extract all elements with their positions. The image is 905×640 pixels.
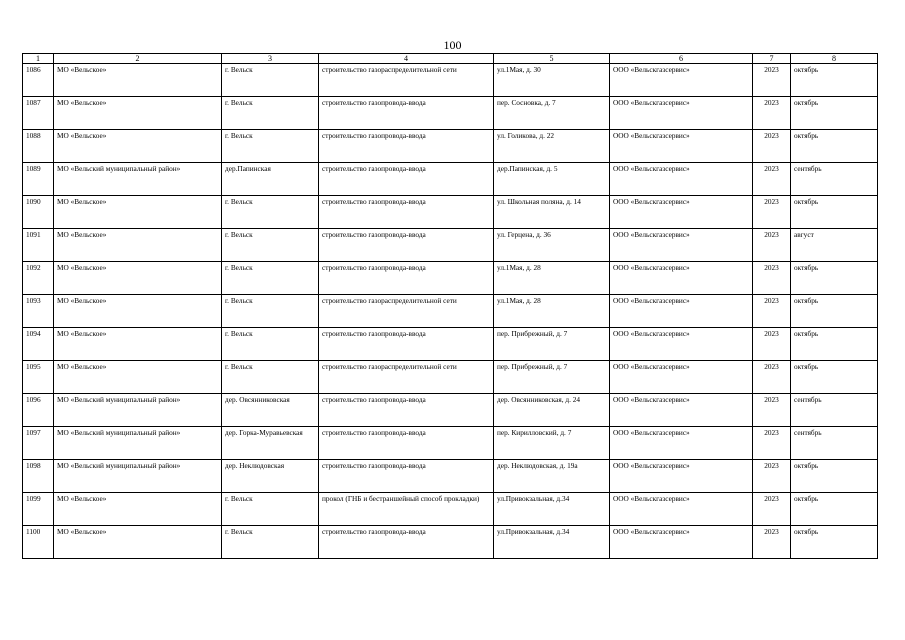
contractor-cell: ООО «Вельскгазсервис» (610, 427, 753, 460)
contractor-cell: ООО «Вельскгазсервис» (610, 460, 753, 493)
work-type-cell: строительство газопровода-ввода (319, 196, 494, 229)
contractor-cell: ООО «Вельскгазсервис» (610, 394, 753, 427)
month-cell: сентябрь (791, 163, 878, 196)
year-cell: 2023 (753, 361, 791, 394)
contractor-cell: ООО «Вельскгазсервис» (610, 328, 753, 361)
work-type-cell: строительство газопровода-ввода (319, 163, 494, 196)
municipality-cell: МО «Вельское» (54, 493, 222, 526)
year-cell: 2023 (753, 328, 791, 361)
municipality-cell: МО «Вельский муниципальный район» (54, 427, 222, 460)
address-cell: пер. Прибрежный, д. 7 (494, 361, 610, 394)
contractor-cell: ООО «Вельскгазсервис» (610, 196, 753, 229)
municipality-cell: МО «Вельское» (54, 361, 222, 394)
year-cell: 2023 (753, 262, 791, 295)
month-cell: октябрь (791, 328, 878, 361)
table-row (23, 196, 878, 229)
year-cell: 2023 (753, 493, 791, 526)
address-cell: ул.Привокзальная, д.34 (494, 526, 610, 559)
column-header: 4 (319, 54, 494, 64)
row-number-cell: 1090 (23, 196, 54, 229)
settlement-cell: г. Вельск (222, 229, 319, 262)
year-cell: 2023 (753, 427, 791, 460)
contractor-cell: ООО «Вельскгазсервис» (610, 295, 753, 328)
municipality-cell: МО «Вельское» (54, 295, 222, 328)
work-type-cell: строительство газопровода-ввода (319, 229, 494, 262)
row-number-cell: 1087 (23, 97, 54, 130)
settlement-cell: г. Вельск (222, 97, 319, 130)
settlement-cell: дер.Папинская (222, 163, 319, 196)
row-number-cell: 1093 (23, 295, 54, 328)
address-cell: ул.1Мая, д. 30 (494, 64, 610, 97)
row-number-cell: 1089 (23, 163, 54, 196)
address-cell: пер. Кирилловский, д. 7 (494, 427, 610, 460)
settlement-cell: г. Вельск (222, 64, 319, 97)
month-cell: октябрь (791, 262, 878, 295)
table-header (23, 54, 878, 64)
municipality-cell: МО «Вельское» (54, 196, 222, 229)
year-cell: 2023 (753, 163, 791, 196)
year-cell: 2023 (753, 229, 791, 262)
column-number-row (23, 54, 878, 64)
address-cell: ул. Герцена, д. 36 (494, 229, 610, 262)
address-cell: ул.Привокзальная, д.34 (494, 493, 610, 526)
table-row (23, 64, 878, 97)
row-number-cell: 1096 (23, 394, 54, 427)
year-cell: 2023 (753, 526, 791, 559)
month-cell: октябрь (791, 64, 878, 97)
address-cell: пер. Сосновка, д. 7 (494, 97, 610, 130)
row-number-cell: 1088 (23, 130, 54, 163)
row-number-cell: 1095 (23, 361, 54, 394)
month-cell: октябрь (791, 295, 878, 328)
column-header: 8 (791, 54, 878, 64)
year-cell: 2023 (753, 64, 791, 97)
address-cell: ул. Голикова, д. 22 (494, 130, 610, 163)
page-number: 100 (443, 38, 462, 52)
contractor-cell: ООО «Вельскгазсервис» (610, 229, 753, 262)
work-type-cell: строительство газопровода-ввода (319, 130, 494, 163)
month-cell: октябрь (791, 361, 878, 394)
address-cell: дер.Папинская, д. 5 (494, 163, 610, 196)
work-type-cell: строительство газопровода-ввода (319, 262, 494, 295)
year-cell: 2023 (753, 460, 791, 493)
table-row (23, 526, 878, 559)
contractor-cell: ООО «Вельскгазсервис» (610, 130, 753, 163)
work-type-cell: строительство газопровода-ввода (319, 97, 494, 130)
work-type-cell: строительство газопровода-ввода (319, 328, 494, 361)
settlement-cell: дер. Неклюдовская (222, 460, 319, 493)
settlement-cell: г. Вельск (222, 361, 319, 394)
municipality-cell: МО «Вельский муниципальный район» (54, 460, 222, 493)
municipality-cell: МО «Вельский муниципальный район» (54, 163, 222, 196)
row-number-cell: 1094 (23, 328, 54, 361)
municipality-cell: МО «Вельское» (54, 97, 222, 130)
municipality-cell: МО «Вельское» (54, 328, 222, 361)
address-cell: дер. Неклюдовская, д. 19а (494, 460, 610, 493)
month-cell: октябрь (791, 97, 878, 130)
column-header: 7 (753, 54, 791, 64)
month-cell: октябрь (791, 460, 878, 493)
row-number-cell: 1091 (23, 229, 54, 262)
table-body (23, 64, 878, 559)
settlement-cell: дер. Овсянниковская (222, 394, 319, 427)
month-cell: октябрь (791, 526, 878, 559)
month-cell: сентябрь (791, 427, 878, 460)
settlement-cell: г. Вельск (222, 196, 319, 229)
settlement-cell: г. Вельск (222, 295, 319, 328)
contractor-cell: ООО «Вельскгазсервис» (610, 262, 753, 295)
year-cell: 2023 (753, 130, 791, 163)
settlement-cell: г. Вельск (222, 262, 319, 295)
table-row (23, 394, 878, 427)
municipality-cell: МО «Вельское» (54, 262, 222, 295)
table-row (23, 328, 878, 361)
table-row (23, 97, 878, 130)
work-type-cell: строительство газопровода-ввода (319, 394, 494, 427)
table-row (23, 460, 878, 493)
work-type-cell: прокол (ГНБ и бестраншейный способ прокладки) (319, 493, 494, 526)
column-header: 1 (23, 54, 54, 64)
table-row (23, 427, 878, 460)
address-cell: ул. Школьная поляна, д. 14 (494, 196, 610, 229)
settlement-cell: г. Вельск (222, 328, 319, 361)
table-row (23, 130, 878, 163)
row-number-cell: 1092 (23, 262, 54, 295)
month-cell: сентябрь (791, 394, 878, 427)
year-cell: 2023 (753, 196, 791, 229)
month-cell: август (791, 229, 878, 262)
contractor-cell: ООО «Вельскгазсервис» (610, 64, 753, 97)
municipality-cell: МО «Вельское» (54, 130, 222, 163)
address-cell: пер. Прибрежный, д. 7 (494, 328, 610, 361)
work-type-cell: строительство газопровода-ввода (319, 460, 494, 493)
table-row (23, 262, 878, 295)
column-header: 2 (54, 54, 222, 64)
work-type-cell: строительство газопровода-ввода (319, 427, 494, 460)
month-cell: октябрь (791, 130, 878, 163)
table-row (23, 361, 878, 394)
contractor-cell: ООО «Вельскгазсервис» (610, 163, 753, 196)
row-number-cell: 1097 (23, 427, 54, 460)
column-header: 5 (494, 54, 610, 64)
settlement-cell: дер. Горка-Муравьевская (222, 427, 319, 460)
contractor-cell: ООО «Вельскгазсервис» (610, 493, 753, 526)
year-cell: 2023 (753, 394, 791, 427)
column-header: 6 (610, 54, 753, 64)
settlement-cell: г. Вельск (222, 493, 319, 526)
municipality-cell: МО «Вельский муниципальный район» (54, 394, 222, 427)
settlement-cell: г. Вельск (222, 130, 319, 163)
municipality-cell: МО «Вельское» (54, 64, 222, 97)
table-row (23, 295, 878, 328)
contractor-cell: ООО «Вельскгазсервис» (610, 526, 753, 559)
year-cell: 2023 (753, 97, 791, 130)
contractor-cell: ООО «Вельскгазсервис» (610, 97, 753, 130)
table-row (23, 493, 878, 526)
address-cell: ул.1Мая, д. 28 (494, 262, 610, 295)
municipality-cell: МО «Вельское» (54, 229, 222, 262)
settlement-cell: г. Вельск (222, 526, 319, 559)
municipality-cell: МО «Вельское» (54, 526, 222, 559)
year-cell: 2023 (753, 295, 791, 328)
address-cell: дер. Овсянниковская, д. 24 (494, 394, 610, 427)
month-cell: октябрь (791, 493, 878, 526)
address-cell: ул.1Мая, д. 28 (494, 295, 610, 328)
table-row (23, 163, 878, 196)
table-row (23, 229, 878, 262)
column-header: 3 (222, 54, 319, 64)
registry-table (22, 53, 878, 559)
row-number-cell: 1086 (23, 64, 54, 97)
work-type-cell: строительство газопровода-ввода (319, 526, 494, 559)
row-number-cell: 1098 (23, 460, 54, 493)
work-type-cell: строительство газораспределительной сети (319, 64, 494, 97)
work-type-cell: строительство газораспределительной сети (319, 295, 494, 328)
contractor-cell: ООО «Вельскгазсервис» (610, 361, 753, 394)
work-type-cell: строительство газораспределительной сети (319, 361, 494, 394)
row-number-cell: 1099 (23, 493, 54, 526)
row-number-cell: 1100 (23, 526, 54, 559)
month-cell: октябрь (791, 196, 878, 229)
